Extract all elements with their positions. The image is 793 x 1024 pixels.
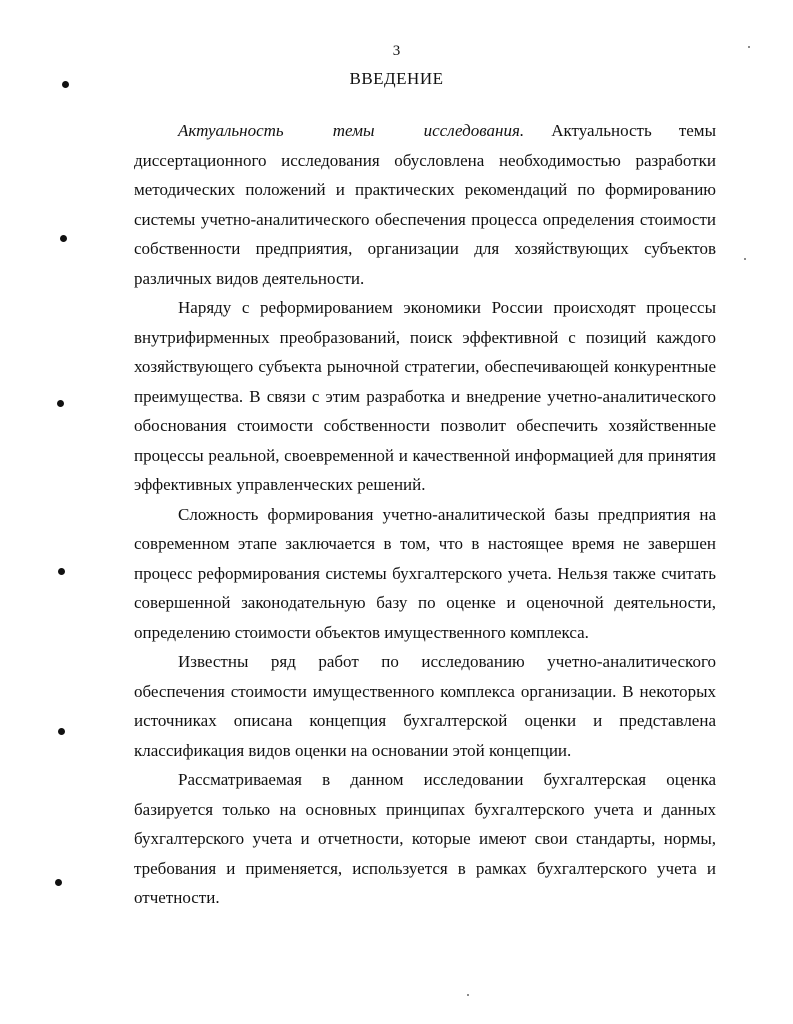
binding-hole-3	[57, 400, 64, 407]
document-body	[134, 116, 716, 913]
binding-hole-6	[55, 879, 62, 886]
paragraph-1-lead: Актуальность темы исследования.	[178, 121, 525, 140]
paragraph-4: Известны ряд работ по исследованию учетно-аналитического обеспечения стоимости имущественного комплекса организации. В некоторых источниках описана концепция бухгалтерской оценки и представлена классификация видов оценки на основании этой концепции.	[134, 652, 716, 760]
paragraph-1	[134, 116, 716, 293]
scan-speck	[467, 994, 469, 996]
paragraph-5: Рассматриваемая в данном исследовании бухгалтерская оценка базируется только на основных принципах бухгалтерского учета и данных бухгалтерского учета и отчетности, которые имеют свои стандарты, нормы, требования и применяется, используется в рамках бухгалтерского учета и отчетности.	[134, 770, 716, 907]
binding-hole-4	[58, 568, 65, 575]
paragraph-1-text: Актуальность темы диссертационного исследования обусловлена необходимостью разработки методических положений и практических рекомендаций по формированию системы учетно-аналитического обеспечения процесса определения стоимости собственности предприятия, организации для хозяйствующих субъектов различных видов деятельности.	[134, 121, 716, 288]
paragraph-3: Сложность формирования учетно-аналитической базы предприятия на современном этапе заключается в том, что в настоящее время не завершен процесс реформирования системы бухгалтерского учета. Нельзя также считать совершенной законодательную базу по оценке и оценочной деятельности, определению стоимости объектов имущественного комплекса.	[134, 504, 716, 642]
page-number: 3	[392, 43, 401, 59]
page-title: ВВЕДЕНИЕ	[349, 69, 444, 88]
scan-speck	[744, 258, 746, 260]
binding-hole-2	[60, 235, 67, 242]
paragraph-2: Наряду с реформированием экономики России происходят процессы внутрифирменных преобразований, поиск эффективной с позиций каждого хозяйствующего субъекта рыночной стратегии, обеспечивающей конкурентные преимущества. В связи с этим разработка и внедрение учетно-аналитического обоснования стоимости собственности позволит обеспечить хозяйственные процессы реальной, своевременной и качественной информацией для принятия эффективных управленческих решений.	[134, 298, 716, 494]
binding-hole-5	[58, 728, 65, 735]
